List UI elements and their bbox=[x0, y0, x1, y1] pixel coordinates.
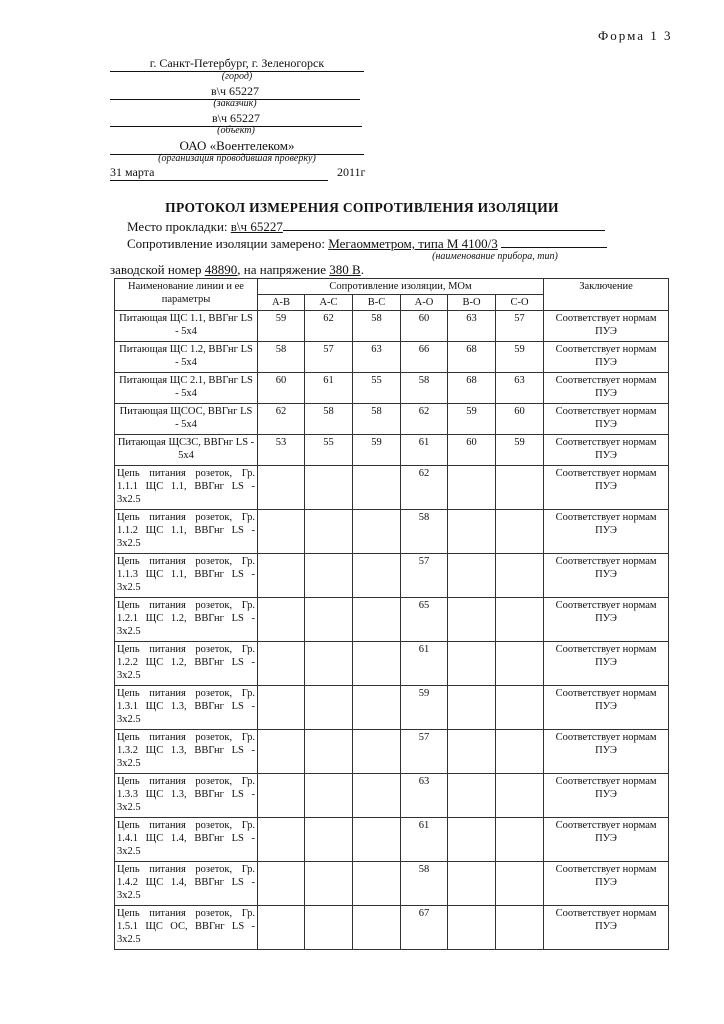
resistance-value-cell: 53 bbox=[258, 435, 305, 466]
resistance-value-cell: 55 bbox=[305, 435, 353, 466]
resistance-value-cell: 66 bbox=[401, 342, 448, 373]
resistance-value-cell: 59 bbox=[258, 311, 305, 342]
measured-hint: (наименование прибора, тип) bbox=[432, 251, 558, 262]
table-body bbox=[115, 311, 669, 950]
line-name-cell: Питающая ЩСЗС, ВВГнг LS - 5х4 bbox=[115, 435, 258, 466]
resistance-value-cell bbox=[258, 774, 305, 818]
resistance-table bbox=[114, 278, 669, 950]
col-concl-header: Заключение bbox=[544, 279, 669, 311]
table-row bbox=[115, 642, 669, 686]
line-name-cell: Питающая ЩС 1.1, ВВГнг LS - 5х4 bbox=[115, 311, 258, 342]
line-name-cell: Цепь питания розеток, Гр. 1.3.3 ЩС 1.3, ВВГнг LS - 3х2.5 bbox=[115, 774, 258, 818]
organization-hint: (организация проводившая проверку) bbox=[158, 153, 316, 164]
conclusion-cell: Соответствует нормам ПУЭ bbox=[544, 818, 669, 862]
conclusion-cell: Соответствует нормам ПУЭ bbox=[544, 906, 669, 950]
place-label: Место прокладки: bbox=[127, 219, 228, 234]
resistance-value-cell: 57 bbox=[401, 554, 448, 598]
resistance-value-cell: 65 bbox=[401, 598, 448, 642]
resistance-value-cell bbox=[305, 510, 353, 554]
conclusion-cell: Соответствует нормам ПУЭ bbox=[544, 466, 669, 510]
resistance-value-cell: 60 bbox=[258, 373, 305, 404]
resistance-value-cell bbox=[353, 554, 401, 598]
conclusion-cell: Соответствует нормам ПУЭ bbox=[544, 311, 669, 342]
resistance-value-cell bbox=[448, 598, 496, 642]
resistance-value-cell bbox=[258, 510, 305, 554]
resistance-value-cell bbox=[353, 642, 401, 686]
conclusion-cell: Соответствует нормам ПУЭ bbox=[544, 342, 669, 373]
table-row bbox=[115, 373, 669, 404]
resistance-value-cell bbox=[258, 642, 305, 686]
resistance-value-cell: 63 bbox=[448, 311, 496, 342]
resistance-value-cell bbox=[258, 598, 305, 642]
resistance-value-cell: 61 bbox=[401, 818, 448, 862]
conclusion-cell: Соответствует нормам ПУЭ bbox=[544, 730, 669, 774]
resistance-value-cell bbox=[496, 598, 544, 642]
table-row bbox=[115, 598, 669, 642]
line-name-cell: Питающая ЩС 2.1, ВВГнг LS - 5х4 bbox=[115, 373, 258, 404]
line-name-cell: Цепь питания розеток, Гр. 1.5.1 ЩС ОС, ВВГнг LS - 3х2.5 bbox=[115, 906, 258, 950]
table-header-row bbox=[115, 279, 669, 295]
resistance-value-cell: 60 bbox=[496, 404, 544, 435]
phase-header: А-С bbox=[305, 295, 353, 311]
resistance-value-cell bbox=[496, 554, 544, 598]
resistance-value-cell bbox=[305, 554, 353, 598]
col-name-header: Наименование линии и ее параметры bbox=[115, 279, 258, 311]
resistance-value-cell bbox=[448, 774, 496, 818]
table-row bbox=[115, 510, 669, 554]
resistance-value-cell bbox=[448, 906, 496, 950]
resistance-value-cell bbox=[448, 730, 496, 774]
resistance-value-cell bbox=[305, 818, 353, 862]
resistance-value-cell: 59 bbox=[496, 342, 544, 373]
resistance-value-cell bbox=[353, 818, 401, 862]
serial-voltage: 380 В bbox=[329, 262, 361, 277]
conclusion-cell: Соответствует нормам ПУЭ bbox=[544, 510, 669, 554]
line-name-cell: Цепь питания розеток, Гр. 1.3.2 ЩС 1.3, ВВГнг LS - 3х2.5 bbox=[115, 730, 258, 774]
resistance-value-cell: 58 bbox=[353, 311, 401, 342]
resistance-value-cell: 68 bbox=[448, 342, 496, 373]
conclusion-cell: Соответствует нормам ПУЭ bbox=[544, 774, 669, 818]
table-row bbox=[115, 342, 669, 373]
line-name-cell: Цепь питания розеток, Гр. 1.1.1 ЩС 1.1, ВВГнг LS - 3х2.5 bbox=[115, 466, 258, 510]
phase-header: В-О bbox=[448, 295, 496, 311]
serial-line bbox=[110, 262, 364, 278]
phase-header: В-С bbox=[353, 295, 401, 311]
resistance-value-cell: 62 bbox=[401, 466, 448, 510]
resistance-value-cell: 67 bbox=[401, 906, 448, 950]
resistance-value-cell: 58 bbox=[401, 373, 448, 404]
line-name-cell: Цепь питания розеток, Гр. 1.2.2 ЩС 1.2, ВВГнг LS - 3х2.5 bbox=[115, 642, 258, 686]
resistance-value-cell: 61 bbox=[401, 435, 448, 466]
serial-number: 48890 bbox=[204, 262, 238, 277]
phase-header: А-О bbox=[401, 295, 448, 311]
table-row bbox=[115, 435, 669, 466]
resistance-value-cell: 59 bbox=[496, 435, 544, 466]
resistance-value-cell bbox=[305, 466, 353, 510]
resistance-value-cell: 58 bbox=[258, 342, 305, 373]
measured-value: Мегаомметром, типа М 4100/3 bbox=[328, 236, 498, 251]
resistance-value-cell bbox=[258, 862, 305, 906]
object-value: в\ч 65227 bbox=[110, 111, 362, 127]
resistance-value-cell: 60 bbox=[401, 311, 448, 342]
resistance-value-cell bbox=[305, 642, 353, 686]
place-line bbox=[127, 219, 605, 235]
city-value: г. Санкт-Петербург, г. Зеленогорск bbox=[110, 56, 364, 72]
city-line bbox=[110, 56, 364, 72]
line-name-cell: Цепь питания розеток, Гр. 1.1.3 ЩС 1.1, ВВГнг LS - 3х2.5 bbox=[115, 554, 258, 598]
resistance-value-cell: 58 bbox=[353, 404, 401, 435]
conclusion-cell: Соответствует нормам ПУЭ bbox=[544, 404, 669, 435]
resistance-value-cell bbox=[258, 554, 305, 598]
resistance-value-cell: 60 bbox=[448, 435, 496, 466]
resistance-value-cell bbox=[496, 466, 544, 510]
phase-header: А-В bbox=[258, 295, 305, 311]
line-name-cell: Цепь питания розеток, Гр. 1.3.1 ЩС 1.3, ВВГнг LS - 3х2.5 bbox=[115, 686, 258, 730]
resistance-value-cell: 63 bbox=[401, 774, 448, 818]
resistance-value-cell bbox=[305, 598, 353, 642]
resistance-value-cell bbox=[353, 686, 401, 730]
table-row bbox=[115, 818, 669, 862]
place-value: в\ч 65227 bbox=[230, 219, 283, 234]
table-row bbox=[115, 774, 669, 818]
resistance-value-cell bbox=[305, 730, 353, 774]
resistance-value-cell bbox=[448, 510, 496, 554]
resistance-value-cell: 62 bbox=[305, 311, 353, 342]
date-year: 2011г bbox=[337, 165, 366, 179]
conclusion-cell: Соответствует нормам ПУЭ bbox=[544, 862, 669, 906]
table-row bbox=[115, 404, 669, 435]
table-row bbox=[115, 686, 669, 730]
measured-fill bbox=[501, 236, 607, 248]
resistance-value-cell bbox=[258, 466, 305, 510]
resistance-value-cell bbox=[258, 686, 305, 730]
resistance-value-cell: 61 bbox=[305, 373, 353, 404]
resistance-value-cell bbox=[496, 730, 544, 774]
resistance-value-cell bbox=[353, 862, 401, 906]
resistance-value-cell: 62 bbox=[258, 404, 305, 435]
resistance-value-cell bbox=[353, 906, 401, 950]
table-row bbox=[115, 466, 669, 510]
resistance-value-cell bbox=[496, 686, 544, 730]
conclusion-cell: Соответствует нормам ПУЭ bbox=[544, 435, 669, 466]
table-row bbox=[115, 554, 669, 598]
resistance-value-cell bbox=[496, 906, 544, 950]
customer-hint: (заказчик) bbox=[213, 98, 257, 109]
conclusion-cell: Соответствует нормам ПУЭ bbox=[544, 554, 669, 598]
resistance-value-cell: 59 bbox=[353, 435, 401, 466]
resistance-value-cell: 58 bbox=[401, 862, 448, 906]
resistance-value-cell: 55 bbox=[353, 373, 401, 404]
conclusion-cell: Соответствует нормам ПУЭ bbox=[544, 373, 669, 404]
resistance-value-cell bbox=[496, 510, 544, 554]
page-title: ПРОТОКОЛ ИЗМЕРЕНИЯ СОПРОТИВЛЕНИЯ ИЗОЛЯЦИИ bbox=[165, 200, 559, 215]
resistance-value-cell: 62 bbox=[401, 404, 448, 435]
table-row bbox=[115, 311, 669, 342]
resistance-value-cell bbox=[353, 510, 401, 554]
measured-line bbox=[127, 236, 607, 252]
serial-label: заводской номер bbox=[110, 262, 202, 277]
line-name-cell: Цепь питания розеток, Гр. 1.2.1 ЩС 1.2, ВВГнг LS - 3х2.5 bbox=[115, 598, 258, 642]
table-row bbox=[115, 862, 669, 906]
resistance-value-cell: 57 bbox=[305, 342, 353, 373]
resistance-value-cell: 68 bbox=[448, 373, 496, 404]
table-row bbox=[115, 906, 669, 950]
resistance-value-cell bbox=[305, 686, 353, 730]
resistance-value-cell bbox=[305, 774, 353, 818]
col-resist-header: Сопротивление изоляции, МОм bbox=[258, 279, 544, 295]
form-label: Форма 1 3 bbox=[598, 28, 673, 43]
resistance-value-cell bbox=[353, 730, 401, 774]
line-name-cell: Питающая ЩСОС, ВВГнг LS - 5х4 bbox=[115, 404, 258, 435]
line-name-cell: Питающая ЩС 1.2, ВВГнг LS - 5х4 bbox=[115, 342, 258, 373]
resistance-value-cell: 63 bbox=[496, 373, 544, 404]
place-fill bbox=[283, 219, 605, 231]
resistance-value-cell bbox=[448, 818, 496, 862]
phase-header: С-О bbox=[496, 295, 544, 311]
resistance-value-cell bbox=[258, 906, 305, 950]
line-name-cell: Цепь питания розеток, Гр. 1.4.1 ЩС 1.4, ВВГнг LS - 3х2.5 bbox=[115, 818, 258, 862]
resistance-value-cell: 63 bbox=[353, 342, 401, 373]
resistance-value-cell: 57 bbox=[401, 730, 448, 774]
resistance-value-cell: 58 bbox=[305, 404, 353, 435]
resistance-value-cell bbox=[305, 906, 353, 950]
resistance-value-cell: 57 bbox=[496, 311, 544, 342]
resistance-value-cell bbox=[496, 862, 544, 906]
line-name-cell: Цепь питания розеток, Гр. 1.4.2 ЩС 1.4, ВВГнг LS - 3х2.5 bbox=[115, 862, 258, 906]
resistance-value-cell bbox=[305, 862, 353, 906]
resistance-value-cell: 58 bbox=[401, 510, 448, 554]
line-name-cell: Цепь питания розеток, Гр. 1.1.2 ЩС 1.1, ВВГнг LS - 3х2.5 bbox=[115, 510, 258, 554]
resistance-value-cell bbox=[496, 818, 544, 862]
resistance-value-cell bbox=[448, 642, 496, 686]
resistance-value-cell bbox=[258, 818, 305, 862]
serial-voltage-label: , на напряжение bbox=[237, 262, 327, 277]
resistance-value-cell bbox=[448, 554, 496, 598]
resistance-value-cell bbox=[353, 598, 401, 642]
table-row bbox=[115, 730, 669, 774]
date-line bbox=[110, 165, 365, 181]
conclusion-cell: Соответствует нормам ПУЭ bbox=[544, 642, 669, 686]
conclusion-cell: Соответствует нормам ПУЭ bbox=[544, 598, 669, 642]
measured-label: Сопротивление изоляции замерено: bbox=[127, 236, 325, 251]
resistance-value-cell bbox=[448, 466, 496, 510]
resistance-value-cell bbox=[496, 774, 544, 818]
resistance-value-cell: 59 bbox=[401, 686, 448, 730]
resistance-value-cell bbox=[258, 730, 305, 774]
serial-end: . bbox=[360, 262, 364, 277]
resistance-value-cell bbox=[448, 862, 496, 906]
resistance-value-cell bbox=[353, 774, 401, 818]
organization-value: ОАО «Воентелеком» bbox=[110, 138, 364, 155]
resistance-value-cell: 59 bbox=[448, 404, 496, 435]
resistance-value-cell bbox=[353, 466, 401, 510]
object-hint: (объект) bbox=[217, 125, 255, 136]
conclusion-cell: Соответствует нормам ПУЭ bbox=[544, 686, 669, 730]
customer-value: в\ч 65227 bbox=[110, 84, 360, 100]
city-hint: (город) bbox=[221, 71, 253, 82]
resistance-value-cell bbox=[496, 642, 544, 686]
resistance-value-cell bbox=[448, 686, 496, 730]
resistance-value-cell: 61 bbox=[401, 642, 448, 686]
date-day: 31 марта bbox=[110, 165, 328, 181]
